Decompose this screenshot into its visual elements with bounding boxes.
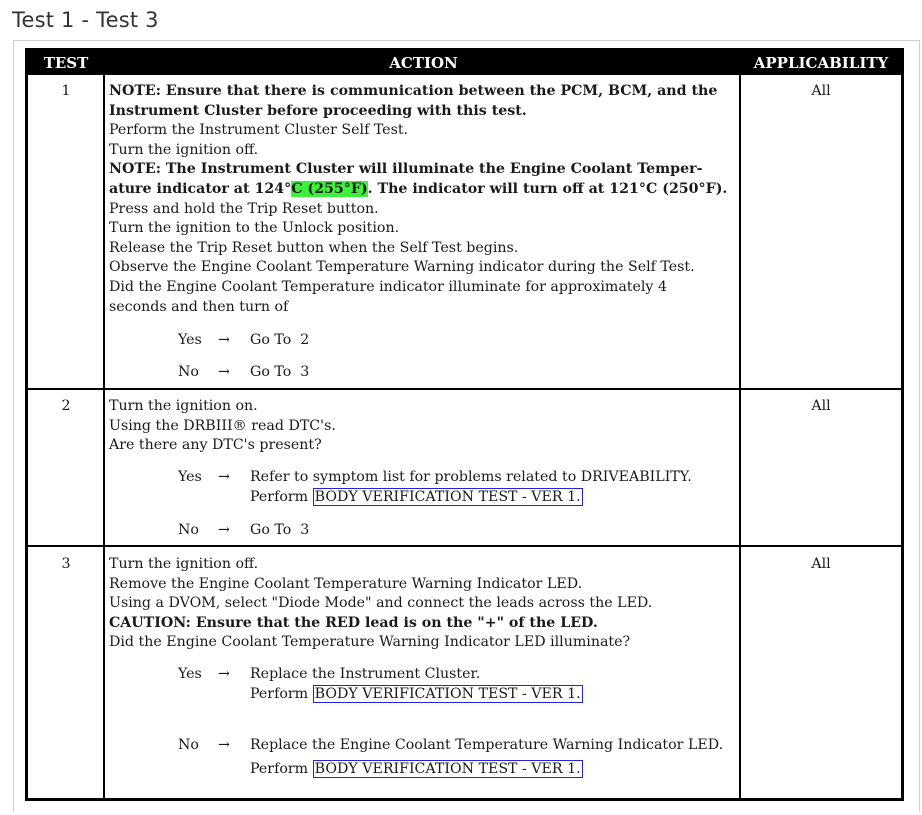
instruction-line: Are there any DTC's present? bbox=[109, 437, 322, 454]
option-key: Yes bbox=[178, 469, 202, 485]
arrow-icon: → bbox=[218, 737, 230, 753]
perform-label: Perform bbox=[250, 489, 309, 505]
option-key: Yes bbox=[178, 332, 202, 348]
note-text: . The indicator will turn off at 121°C (250°F). bbox=[367, 180, 728, 197]
option-key: No bbox=[178, 364, 199, 380]
row-divider bbox=[28, 388, 901, 390]
highlighted-text: C (255°F) bbox=[291, 180, 368, 197]
perform-line bbox=[250, 489, 583, 505]
action-text bbox=[109, 397, 739, 456]
option-text: Go To 3 bbox=[250, 522, 310, 538]
perform-line bbox=[250, 761, 583, 777]
header-test: TEST bbox=[43, 54, 89, 72]
arrow-icon: → bbox=[218, 332, 230, 348]
arrow-icon: → bbox=[218, 666, 230, 682]
option-text: Replace the Engine Coolant Temperature Warning Indicator LED. bbox=[250, 737, 724, 753]
option-key: No bbox=[178, 522, 199, 538]
instruction-line: seconds and then turn of bbox=[109, 298, 289, 315]
column-divider bbox=[739, 75, 741, 798]
note-line bbox=[109, 180, 739, 200]
instruction-line: Turn the ignition on. bbox=[109, 398, 258, 414]
option-text: Refer to symptom list for problems related to DRIVEABILITY. bbox=[250, 469, 692, 485]
action-text bbox=[109, 555, 739, 653]
diagnostic-table bbox=[25, 48, 904, 801]
instruction-line: Turn the ignition off. bbox=[109, 141, 259, 158]
note-line: NOTE: The Instrument Cluster will illuminate the Engine Coolant Temper- bbox=[109, 161, 703, 178]
arrow-icon: → bbox=[218, 364, 230, 380]
instruction-line: Turn the ignition to the Unlock position. bbox=[109, 220, 400, 237]
row-divider bbox=[28, 545, 901, 547]
header-applicability: APPLICABILITY bbox=[753, 54, 889, 72]
note-text: ature indicator at 124° bbox=[109, 180, 292, 197]
perform-label: Perform bbox=[250, 686, 309, 702]
test-number: 3 bbox=[61, 556, 71, 572]
arrow-icon: → bbox=[218, 522, 230, 538]
instruction-line: Did the Engine Coolant Temperature indicator illuminate for approximately 4 bbox=[109, 278, 667, 295]
option-key: No bbox=[178, 737, 199, 753]
body-verification-link[interactable]: BODY VERIFICATION TEST - VER 1. bbox=[314, 686, 581, 702]
page-title: Test 1 - Test 3 bbox=[12, 8, 159, 32]
instruction-line: Using the DRBIII® read DTC's. bbox=[109, 417, 336, 434]
caution-line: CAUTION: Ensure that the RED lead is on the "+" of the LED. bbox=[109, 614, 598, 631]
instruction-line: Observe the Engine Coolant Temperature Warning indicator during the Self Test. bbox=[109, 259, 695, 276]
applicability-value: All bbox=[811, 83, 831, 99]
instruction-line: Did the Engine Coolant Temperature Warning Indicator LED illuminate? bbox=[109, 634, 631, 651]
applicability-value: All bbox=[811, 556, 831, 572]
body-verification-link[interactable]: BODY VERIFICATION TEST - VER 1. bbox=[314, 761, 581, 777]
option-text: Replace the Instrument Cluster. bbox=[250, 666, 481, 682]
applicability-value: All bbox=[811, 398, 831, 414]
option-text: Go To 3 bbox=[250, 364, 310, 380]
column-divider bbox=[103, 75, 105, 798]
note-line: NOTE: Ensure that there is communication between the PCM, BCM, and the bbox=[109, 83, 718, 99]
action-text bbox=[109, 82, 739, 317]
option-text: Go To 2 bbox=[250, 332, 310, 348]
instruction-line: Perform the Instrument Cluster Self Test. bbox=[109, 122, 409, 139]
header-action: ACTION bbox=[389, 54, 458, 72]
table-header bbox=[28, 51, 901, 75]
instruction-line: Press and hold the Trip Reset button. bbox=[109, 200, 379, 217]
arrow-icon: → bbox=[218, 469, 230, 485]
test-number: 2 bbox=[61, 398, 71, 414]
option-key: Yes bbox=[178, 666, 202, 682]
perform-line bbox=[250, 686, 583, 702]
instruction-line: Turn the ignition off. bbox=[109, 556, 259, 572]
body-verification-link[interactable]: BODY VERIFICATION TEST - VER 1. bbox=[314, 489, 581, 505]
instruction-line: Release the Trip Reset button when the Self Test begins. bbox=[109, 239, 519, 256]
instruction-line: Remove the Engine Coolant Temperature Warning Indicator LED. bbox=[109, 575, 583, 592]
perform-label: Perform bbox=[250, 761, 309, 777]
instruction-line: Using a DVOM, select "Diode Mode" and connect the leads across the LED. bbox=[109, 595, 653, 612]
test-number: 1 bbox=[61, 83, 71, 99]
note-line: Instrument Cluster before proceeding with this test. bbox=[109, 102, 527, 119]
